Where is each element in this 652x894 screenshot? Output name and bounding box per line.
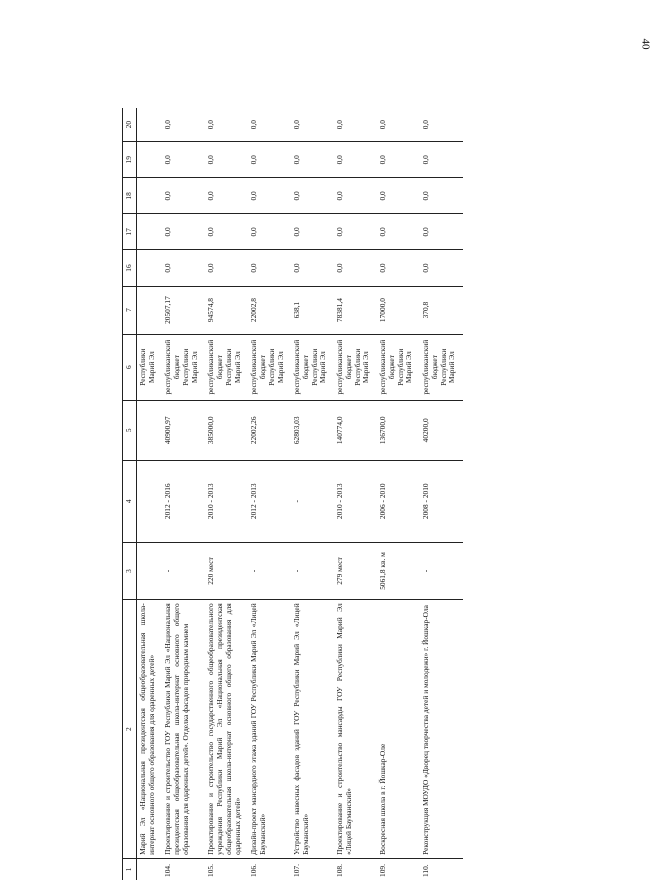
amount-col-19: 0,0 bbox=[162, 142, 205, 178]
column-header: 2 bbox=[123, 600, 137, 859]
amount-col-20: 0,0 bbox=[162, 108, 205, 142]
table-row bbox=[162, 108, 205, 880]
amount-col-19: 0,0 bbox=[377, 142, 420, 178]
funding-source: республиканский бюджет Республики Марий Эл bbox=[334, 334, 377, 400]
funding-source: республиканский бюджет Республики Марий Эл bbox=[420, 334, 463, 400]
amount-col-18: 0,0 bbox=[248, 178, 291, 214]
amount-col-18 bbox=[137, 178, 163, 214]
amount-col-7: 370,8 bbox=[420, 286, 463, 334]
table-row bbox=[248, 108, 291, 880]
amount-col-17: 0,0 bbox=[420, 214, 463, 250]
rotated-page bbox=[122, 108, 642, 880]
amount-col-16: 0,0 bbox=[248, 250, 291, 286]
header-row bbox=[123, 108, 137, 880]
estimated-cost: 62803,03 bbox=[291, 400, 334, 460]
column-header: 20 bbox=[123, 108, 137, 142]
period: - bbox=[291, 460, 334, 542]
work-name: Воскресная школа в г. Йошкар-Оле bbox=[377, 600, 420, 859]
column-header: 19 bbox=[123, 142, 137, 178]
column-header: 7 bbox=[123, 286, 137, 334]
work-name: Дизайн-проект мансардного этажа зданий ГОУ Республики Марий Эл «Лицей Бауманский» bbox=[248, 600, 291, 859]
period bbox=[137, 460, 163, 542]
amount-col-17 bbox=[137, 214, 163, 250]
amount-col-18: 0,0 bbox=[420, 178, 463, 214]
capacity bbox=[137, 542, 163, 600]
amount-col-19: 0,0 bbox=[420, 142, 463, 178]
amount-col-16: 0,0 bbox=[420, 250, 463, 286]
estimated-cost: 140774,0 bbox=[334, 400, 377, 460]
amount-col-17: 0,0 bbox=[334, 214, 377, 250]
work-name: Проектирование и строительство ГОУ Республики Марий Эл «Национальная президентская общеобразовательная школа-интернат основного общего образования для одаренных детей». Отделка фасадов природным камнем bbox=[162, 600, 205, 859]
table-row bbox=[291, 108, 334, 880]
amount-col-16: 0,0 bbox=[334, 250, 377, 286]
row-number: 107. bbox=[292, 864, 302, 877]
row-number: 110. bbox=[421, 864, 431, 877]
row-number: 104. bbox=[163, 864, 173, 877]
amount-col-16: 0,0 bbox=[377, 250, 420, 286]
work-name: Реконструкция МОУДО «Дворец творчества детей и молодежи» г. Йошкар-Ола bbox=[420, 600, 463, 859]
column-header: 3 bbox=[123, 542, 137, 600]
estimated-cost: 22002,26 bbox=[248, 400, 291, 460]
capacity: - bbox=[291, 542, 334, 600]
amount-col-18: 0,0 bbox=[334, 178, 377, 214]
amount-col-20: 0,0 bbox=[377, 108, 420, 142]
funding-source: республиканский бюджет Республики Марий Эл bbox=[205, 334, 248, 400]
row-number bbox=[137, 858, 163, 880]
amount-col-19 bbox=[137, 142, 163, 178]
amount-col-18: 0,0 bbox=[162, 178, 205, 214]
estimated-cost: 40200,0 bbox=[420, 400, 463, 460]
table-row bbox=[420, 108, 463, 880]
amount-col-19: 0,0 bbox=[334, 142, 377, 178]
period: 2012 - 2013 bbox=[248, 460, 291, 542]
amount-col-19: 0,0 bbox=[291, 142, 334, 178]
row-number: 108. bbox=[335, 864, 345, 877]
amount-col-17: 0,0 bbox=[162, 214, 205, 250]
period: 2006 - 2010 bbox=[377, 460, 420, 542]
column-header: 16 bbox=[123, 250, 137, 286]
amount-col-19: 0,0 bbox=[205, 142, 248, 178]
period: 2010 - 2013 bbox=[334, 460, 377, 542]
capacity: 5061,8 кв. м bbox=[377, 542, 420, 600]
amount-col-18: 0,0 bbox=[205, 178, 248, 214]
column-header: 4 bbox=[123, 460, 137, 542]
budget-table bbox=[122, 108, 463, 880]
column-header: 17 bbox=[123, 214, 137, 250]
amount-col-17: 0,0 bbox=[248, 214, 291, 250]
amount-col-16: 0,0 bbox=[291, 250, 334, 286]
work-name: Марий Эл «Национальная президентская общеобразовательная школа-интернат основного общего образования для одаренных детей» bbox=[137, 600, 163, 859]
amount-col-17: 0,0 bbox=[291, 214, 334, 250]
table-row bbox=[137, 108, 163, 880]
column-header: 5 bbox=[123, 400, 137, 460]
capacity: - bbox=[420, 542, 463, 600]
amount-col-18: 0,0 bbox=[377, 178, 420, 214]
work-name: Проектирование и строительство государственного общеобразовательного учреждения Республики Марий Эл «Национальная президентская общеобразовательная школа-интернат основного общего образования для одаренных детей» bbox=[205, 600, 248, 859]
table-body bbox=[137, 108, 464, 880]
period: 2008 - 2010 bbox=[420, 460, 463, 542]
capacity: - bbox=[162, 542, 205, 600]
capacity: 220 мест bbox=[205, 542, 248, 600]
amount-col-7: 17000,0 bbox=[377, 286, 420, 334]
amount-col-20: 0,0 bbox=[334, 108, 377, 142]
column-header: 18 bbox=[123, 178, 137, 214]
amount-col-20: 0,0 bbox=[420, 108, 463, 142]
amount-col-7: 22002,8 bbox=[248, 286, 291, 334]
period: 2012 - 2016 bbox=[162, 460, 205, 542]
table-row bbox=[334, 108, 377, 880]
row-number: 106. bbox=[249, 864, 259, 877]
funding-source: Республики Марий Эл bbox=[137, 334, 163, 400]
period: 2010 - 2013 bbox=[205, 460, 248, 542]
capacity: 279 мест bbox=[334, 542, 377, 600]
amount-col-16: 0,0 bbox=[162, 250, 205, 286]
row-number: 105. bbox=[206, 864, 216, 877]
table-row bbox=[377, 108, 420, 880]
amount-col-20: 0,0 bbox=[248, 108, 291, 142]
amount-col-20 bbox=[137, 108, 163, 142]
funding-source: республиканский бюджет Республики Марий Эл bbox=[162, 334, 205, 400]
page-number: 40 bbox=[639, 38, 652, 50]
funding-source: республиканский бюджет Республики Марий Эл bbox=[377, 334, 420, 400]
amount-col-7: 638,1 bbox=[291, 286, 334, 334]
estimated-cost: 40900,97 bbox=[162, 400, 205, 460]
funding-source: республиканский бюджет Республики Марий Эл bbox=[291, 334, 334, 400]
work-name: Проектирование и строительство мансарды ГОУ Республики Марий Эл «Лицей Бауманский» bbox=[334, 600, 377, 859]
capacity: - bbox=[248, 542, 291, 600]
amount-col-7: 94574,8 bbox=[205, 286, 248, 334]
amount-col-7: 78381,4 bbox=[334, 286, 377, 334]
column-header: 6 bbox=[123, 334, 137, 400]
amount-col-17: 0,0 bbox=[205, 214, 248, 250]
amount-col-16 bbox=[137, 250, 163, 286]
amount-col-19: 0,0 bbox=[248, 142, 291, 178]
estimated-cost bbox=[137, 400, 163, 460]
estimated-cost: 385000,0 bbox=[205, 400, 248, 460]
amount-col-20: 0,0 bbox=[205, 108, 248, 142]
amount-col-7 bbox=[137, 286, 163, 334]
funding-source: республиканский бюджет Республики Марий Эл bbox=[248, 334, 291, 400]
table-row bbox=[205, 108, 248, 880]
column-header: 1 bbox=[123, 858, 137, 880]
amount-col-18: 0,0 bbox=[291, 178, 334, 214]
estimated-cost: 136700,0 bbox=[377, 400, 420, 460]
row-number: 109. bbox=[378, 864, 388, 877]
work-name: Устройство навесных фасадов зданий ГОУ Республики Марий Эл «Лицей Бауманский» bbox=[291, 600, 334, 859]
amount-col-17: 0,0 bbox=[377, 214, 420, 250]
amount-col-7: 20507,17 bbox=[162, 286, 205, 334]
amount-col-16: 0,0 bbox=[205, 250, 248, 286]
amount-col-20: 0,0 bbox=[291, 108, 334, 142]
